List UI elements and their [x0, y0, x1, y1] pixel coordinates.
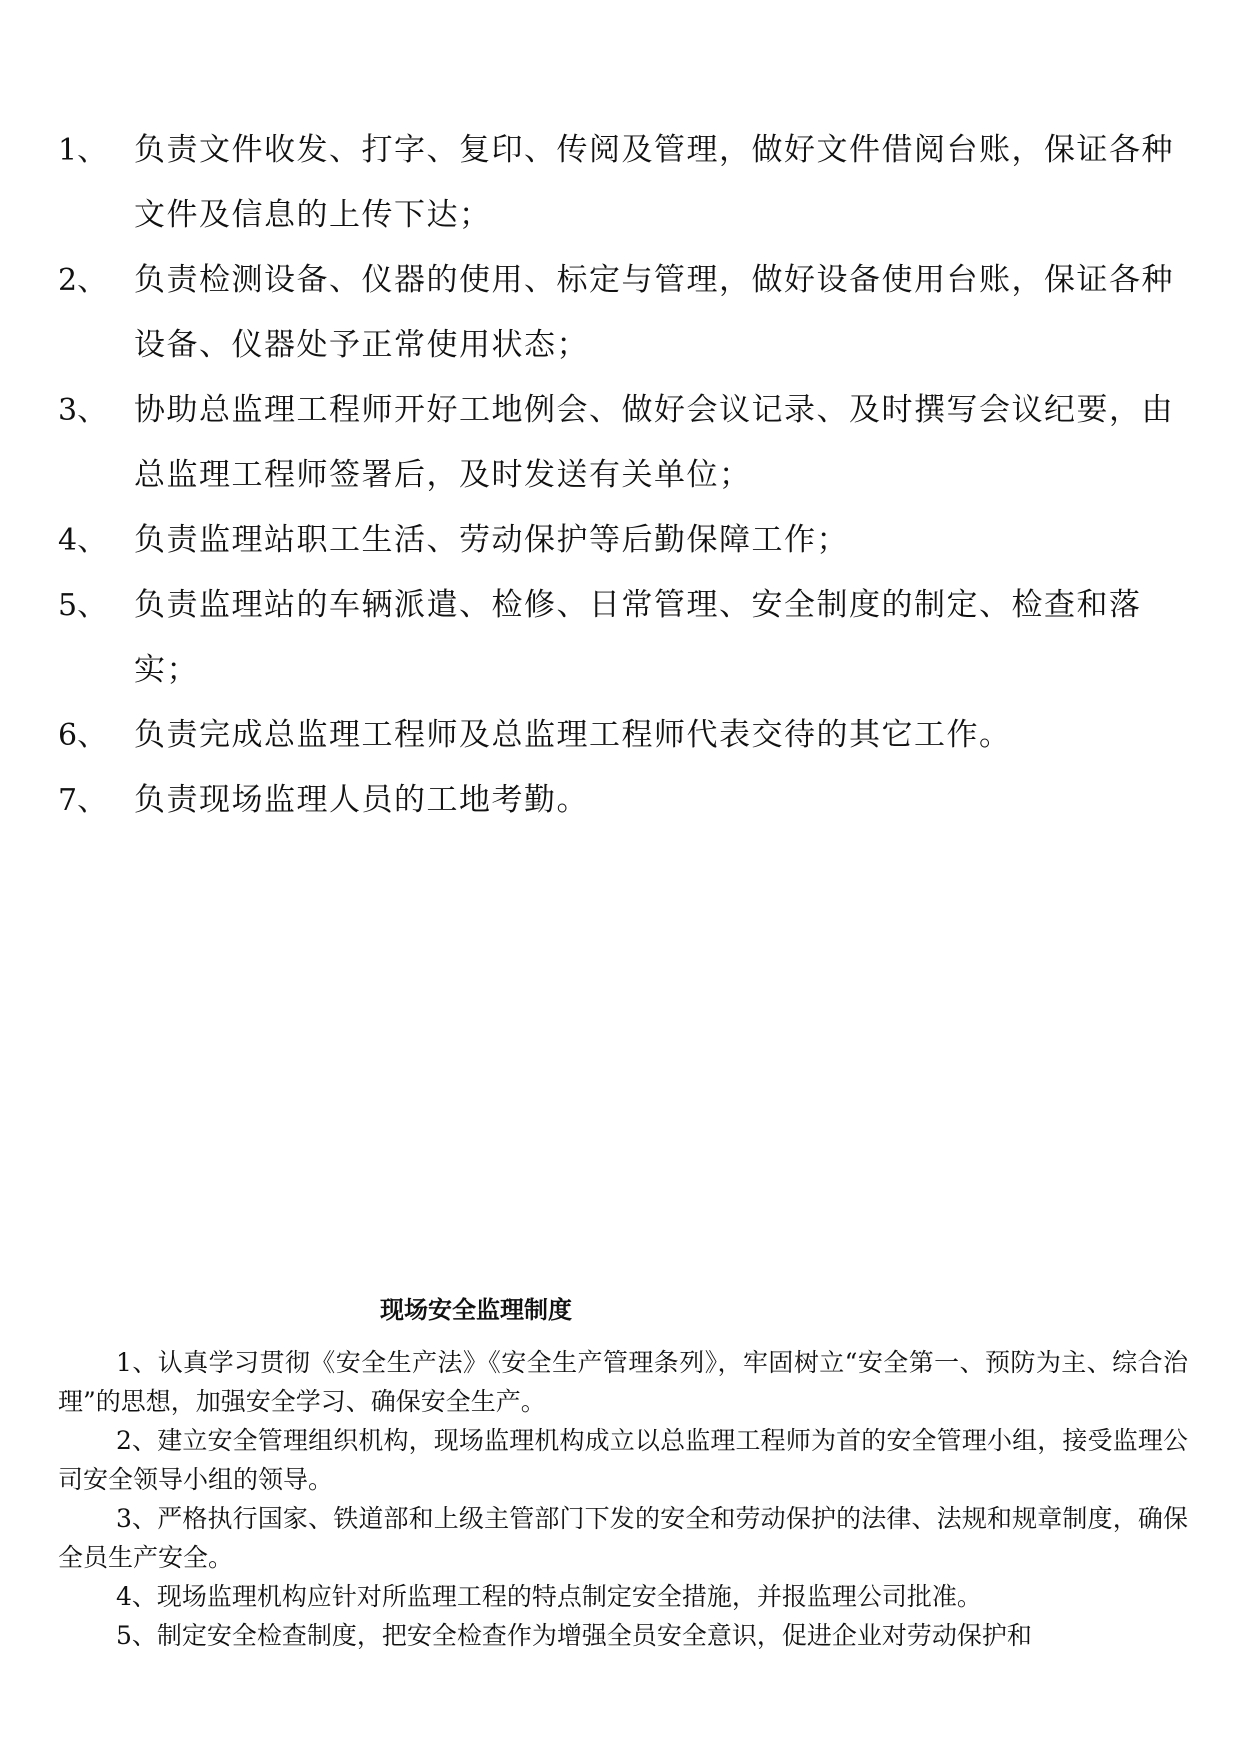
- list-item-text: 负责监理站的车辆派遣、检修、日常管理、安全制度的制定、检查和落实；: [134, 587, 1142, 688]
- list-item-text: 协助总监理工程师开好工地例会、做好会议记录、及时撰写会议纪要，由总监理工程师签署后，及时发送有关单位；: [134, 392, 1174, 493]
- list-item-text: 负责完成总监理工程师及总监理工程师代表交待的其它工作。: [134, 717, 1012, 753]
- list-item-text: 负责监理站职工生活、劳动保护等后勤保障工作；: [134, 522, 849, 558]
- list-item-number: 2、: [58, 263, 108, 298]
- list-item-number: 5、: [58, 588, 108, 623]
- list-item-number: 6、: [58, 718, 108, 753]
- paragraph: 1、认真学习贯彻《安全生产法》《安全生产管理条列》，牢固树立“安全第一、预防为主、综合治理”的思想，加强安全学习、确保安全生产。: [58, 1348, 1188, 1416]
- paragraph: 5、制定安全检查制度，把安全检查作为增强全员安全意识，促进企业对劳动保护和: [116, 1621, 1032, 1650]
- list-item-number: 4、: [58, 523, 108, 558]
- paragraph: 3、严格执行国家、铁道部和上级主管部门下发的安全和劳动保护的法律、法规和规章制度，确保全员生产安全。: [58, 1504, 1188, 1572]
- list-item: [58, 118, 1188, 248]
- list-item-text: 负责文件收发、打字、复印、传阅及管理，做好文件借阅台账，保证各种文件及信息的上传下达；: [134, 132, 1174, 233]
- paragraph: 4、现场监理机构应针对所监理工程的特点制定安全措施，并报监理公司批准。: [116, 1582, 982, 1611]
- list-item-text: 负责检测设备、仪器的使用、标定与管理，做好设备使用台账，保证各种设备、仪器处予正常使用状态；: [134, 262, 1174, 363]
- list-item-text: 负责现场监理人员的工地考勤。: [134, 782, 589, 818]
- paragraph: 2、建立安全管理组织机构，现场监理机构成立以总监理工程师为首的安全管理小组，接受监理公司安全领导小组的领导。: [58, 1426, 1188, 1494]
- list-item: [58, 573, 1188, 703]
- list-item: [58, 768, 1188, 833]
- list-item: [58, 378, 1188, 508]
- list-item: [58, 248, 1188, 378]
- list-item: [58, 703, 1188, 768]
- section-body: [58, 1343, 1188, 1655]
- list-item-number: 7、: [58, 783, 108, 818]
- list-item-number: 3、: [58, 393, 108, 428]
- list-item: [58, 508, 1188, 573]
- duty-list: [58, 118, 1188, 833]
- section-title: 现场安全监理制度: [380, 1296, 572, 1324]
- list-item-number: 1、: [58, 133, 108, 168]
